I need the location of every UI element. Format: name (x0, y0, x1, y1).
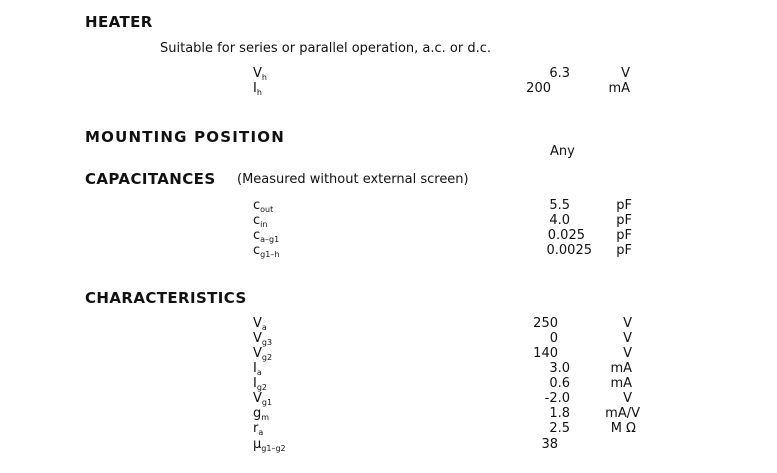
characteristic-row-value: 38 (541, 437, 558, 452)
characteristic-row-symbol: $V_a$ (253, 316, 267, 332)
capacitance-row-symbol: $c_{g1-h}$ (253, 243, 280, 259)
mounting-heading: MOUNTING POSITION (85, 128, 285, 146)
capacitance-row-unit: pF (616, 228, 632, 243)
capacitance-row-unit: pF (616, 198, 632, 213)
characteristic-row-symbol: $\mu_{g1-g2}$ (253, 437, 286, 453)
characteristic-row-symbol: $V_{g1}$ (253, 391, 273, 407)
characteristic-row-symbol: $I_{g2}$ (253, 376, 268, 392)
characteristic-row-value: -2.0 (544, 391, 570, 406)
mounting-value: Any (550, 144, 575, 159)
characteristic-row-unit: V (623, 331, 632, 346)
heater-row-value: 6.3 (549, 66, 570, 81)
characteristic-row-value: 1.8 (549, 406, 570, 421)
capacitance-row-value: 4.0 (549, 213, 570, 228)
characteristic-row-value: 0.6 (549, 376, 570, 391)
characteristic-row-symbol: $I_a$ (253, 361, 262, 377)
heater-row-unit: mA (608, 81, 630, 96)
heater-row-symbol: $V_h$ (253, 66, 267, 82)
capacitance-row-symbol: $c_{a-g1}$ (253, 228, 280, 244)
capacitance-row-value: 0.0025 (546, 243, 592, 258)
capacitance-row-unit: pF (616, 213, 632, 228)
characteristic-row-unit: mA (610, 361, 632, 376)
capacitance-row-value: 0.025 (547, 228, 585, 243)
characteristic-row-unit: V (623, 391, 632, 406)
heater-note: Suitable for series or parallel operation, a.c. or d.c. (160, 41, 492, 56)
capacitances-heading: CAPACITANCES (85, 170, 216, 188)
capacitance-row-value: 5.5 (549, 198, 570, 213)
heater-row-value: 200 (526, 81, 551, 96)
characteristic-row-unit: V (623, 316, 632, 331)
capacitance-row-symbol: $c_{out}$ (253, 198, 274, 214)
characteristics-heading: CHARACTERISTICS (85, 289, 247, 307)
characteristic-row-unit: mA/V (605, 406, 640, 421)
characteristic-row-symbol: $V_{g2}$ (253, 346, 273, 362)
characteristic-row-symbol: $r_a$ (253, 421, 264, 437)
heater-row-symbol: $I_h$ (253, 81, 262, 97)
capacitance-row-unit: pF (616, 243, 632, 258)
capacitances-note: (Measured without external screen) (237, 172, 469, 187)
characteristic-row-value: 250 (533, 316, 558, 331)
characteristic-row-unit: mA (610, 376, 632, 391)
heater-heading: HEATER (85, 13, 153, 31)
characteristic-row-symbol: $g_m$ (253, 406, 270, 422)
capacitance-row-symbol: $c_{in}$ (253, 213, 268, 229)
characteristic-row-symbol: $V_{g3}$ (253, 331, 273, 347)
heater-row-unit: V (621, 66, 630, 81)
characteristic-row-value: 3.0 (549, 361, 570, 376)
characteristic-row-value: 140 (533, 346, 558, 361)
characteristic-row-unit: V (623, 346, 632, 361)
characteristic-row-value: 2.5 (549, 421, 570, 436)
characteristic-row-value: 0 (549, 331, 558, 346)
characteristic-row-unit: M Ω (610, 421, 636, 436)
